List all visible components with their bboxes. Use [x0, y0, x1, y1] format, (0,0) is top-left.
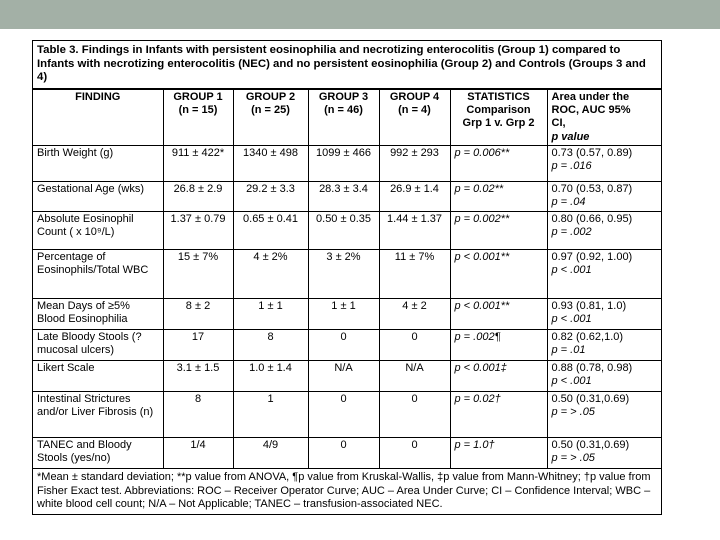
cell-statistics: p = 0.006** [450, 145, 547, 181]
cell-statistics: p = .002¶ [450, 329, 547, 360]
table-row [33, 145, 661, 181]
table-row [33, 437, 661, 468]
cell-group-2: 29.2 ± 3.3 [233, 181, 308, 211]
cell-group-4: 26.9 ± 1.4 [379, 181, 450, 211]
header-group-2: GROUP 2 (n = 25) [233, 89, 308, 145]
table-row [33, 391, 661, 437]
top-band [0, 0, 720, 29]
cell-group-2: 1.0 ± 1.4 [233, 360, 308, 391]
header-group-1: GROUP 1 (n = 15) [163, 89, 233, 145]
cell-group-4: N/A [379, 360, 450, 391]
cell-finding: Late Bloody Stools (? mucosal ulcers) [33, 329, 163, 360]
cell-finding: Likert Scale [33, 360, 163, 391]
cell-auc: 0.50 (0.31,0.69) p = > .05 [547, 391, 661, 437]
cell-finding: Gestational Age (wks) [33, 181, 163, 211]
table-document [32, 40, 662, 515]
cell-statistics: p = 0.02** [450, 181, 547, 211]
cell-auc: 0.73 (0.57, 0.89) p = .016 [547, 145, 661, 181]
table-row [33, 298, 661, 329]
cell-auc: 0.80 (0.66, 0.95) p = .002 [547, 211, 661, 249]
cell-group-3: 28.3 ± 3.4 [308, 181, 379, 211]
cell-group-3: 3 ± 2% [308, 249, 379, 298]
cell-auc: 0.82 (0.62,1.0) p = .01 [547, 329, 661, 360]
cell-group-1: 8 ± 2 [163, 298, 233, 329]
cell-group-4: 1.44 ± 1.37 [379, 211, 450, 249]
cell-group-2: 8 [233, 329, 308, 360]
cell-group-1: 26.8 ± 2.9 [163, 181, 233, 211]
cell-group-1: 15 ± 7% [163, 249, 233, 298]
cell-group-2: 0.65 ± 0.41 [233, 211, 308, 249]
table-row [33, 360, 661, 391]
cell-group-3: 1 ± 1 [308, 298, 379, 329]
cell-finding: Mean Days of ≥5% Blood Eosinophilia [33, 298, 163, 329]
cell-statistics: p < 0.001** [450, 298, 547, 329]
cell-group-1: 1.37 ± 0.79 [163, 211, 233, 249]
cell-group-3: 0.50 ± 0.35 [308, 211, 379, 249]
cell-group-1: 3.1 ± 1.5 [163, 360, 233, 391]
cell-finding: Intestinal Strictures and/or Liver Fibrosis (n) [33, 391, 163, 437]
cell-group-1: 8 [163, 391, 233, 437]
table-footnote: *Mean ± standard deviation; **p value from ANOVA, ¶p value from Kruskal-Wallis, ‡p value from Mann-Whitney; †p value from Fisher Exact test. Abbreviations: ROC – Receiver Operator Curve; AUC – Area Under Curve; CI – Confidence Interval; WBC – white blood cell count; N/A – Not Applicable; TANEC – transfusion-associated NEC. [33, 468, 661, 514]
cell-group-3: N/A [308, 360, 379, 391]
cell-statistics: p < 0.001** [450, 249, 547, 298]
cell-auc: 0.93 (0.81, 1.0) p < .001 [547, 298, 661, 329]
cell-group-4: 992 ± 293 [379, 145, 450, 181]
cell-auc: 0.97 (0.92, 1.00) p < .001 [547, 249, 661, 298]
header-row [33, 89, 661, 145]
header-finding: FINDING [33, 89, 163, 145]
cell-finding: Percentage of Eosinophils/Total WBC [33, 249, 163, 298]
cell-group-1: 17 [163, 329, 233, 360]
cell-group-4: 0 [379, 437, 450, 468]
cell-group-3: 0 [308, 391, 379, 437]
cell-group-4: 11 ± 7% [379, 249, 450, 298]
cell-auc: 0.88 (0.78, 0.98) p < .001 [547, 360, 661, 391]
cell-group-2: 1 ± 1 [233, 298, 308, 329]
header-auc: Area under the ROC, AUC 95% CI, p value [547, 89, 661, 145]
table-row [33, 211, 661, 249]
cell-group-4: 0 [379, 391, 450, 437]
header-group-4: GROUP 4 (n = 4) [379, 89, 450, 145]
cell-auc: 0.70 (0.53, 0.87) p = .04 [547, 181, 661, 211]
cell-group-2: 1340 ± 498 [233, 145, 308, 181]
cell-statistics: p = 0.02† [450, 391, 547, 437]
findings-table [33, 89, 661, 469]
cell-finding: Birth Weight (g) [33, 145, 163, 181]
table-row [33, 329, 661, 360]
cell-group-1: 1/4 [163, 437, 233, 468]
cell-group-3: 0 [308, 329, 379, 360]
cell-auc: 0.50 (0.31,0.69) p = > .05 [547, 437, 661, 468]
cell-statistics: p = 1.0† [450, 437, 547, 468]
cell-statistics: p < 0.001‡ [450, 360, 547, 391]
cell-group-4: 0 [379, 329, 450, 360]
table-row [33, 181, 661, 211]
cell-group-4: 4 ± 2 [379, 298, 450, 329]
header-statistics: STATISTICS Comparison Grp 1 v. Grp 2 [450, 89, 547, 145]
cell-finding: TANEC and Bloody Stools (yes/no) [33, 437, 163, 468]
header-group-3: GROUP 3 (n = 46) [308, 89, 379, 145]
cell-finding: Absolute Eosinophil Count ( x 10⁹/L) [33, 211, 163, 249]
cell-group-2: 1 [233, 391, 308, 437]
table-caption: Table 3. Findings in Infants with persistent eosinophilia and necrotizing enterocolitis (Group 1) compared to Infants with necrotizing enterocolitis (NEC) and no persistent eosinophilia (Group 2) and Controls (Groups 3 and 4) [33, 41, 661, 89]
cell-statistics: p = 0.002** [450, 211, 547, 249]
cell-group-2: 4/9 [233, 437, 308, 468]
cell-group-2: 4 ± 2% [233, 249, 308, 298]
cell-group-3: 0 [308, 437, 379, 468]
table-row [33, 249, 661, 298]
cell-group-1: 911 ± 422* [163, 145, 233, 181]
cell-group-3: 1099 ± 466 [308, 145, 379, 181]
